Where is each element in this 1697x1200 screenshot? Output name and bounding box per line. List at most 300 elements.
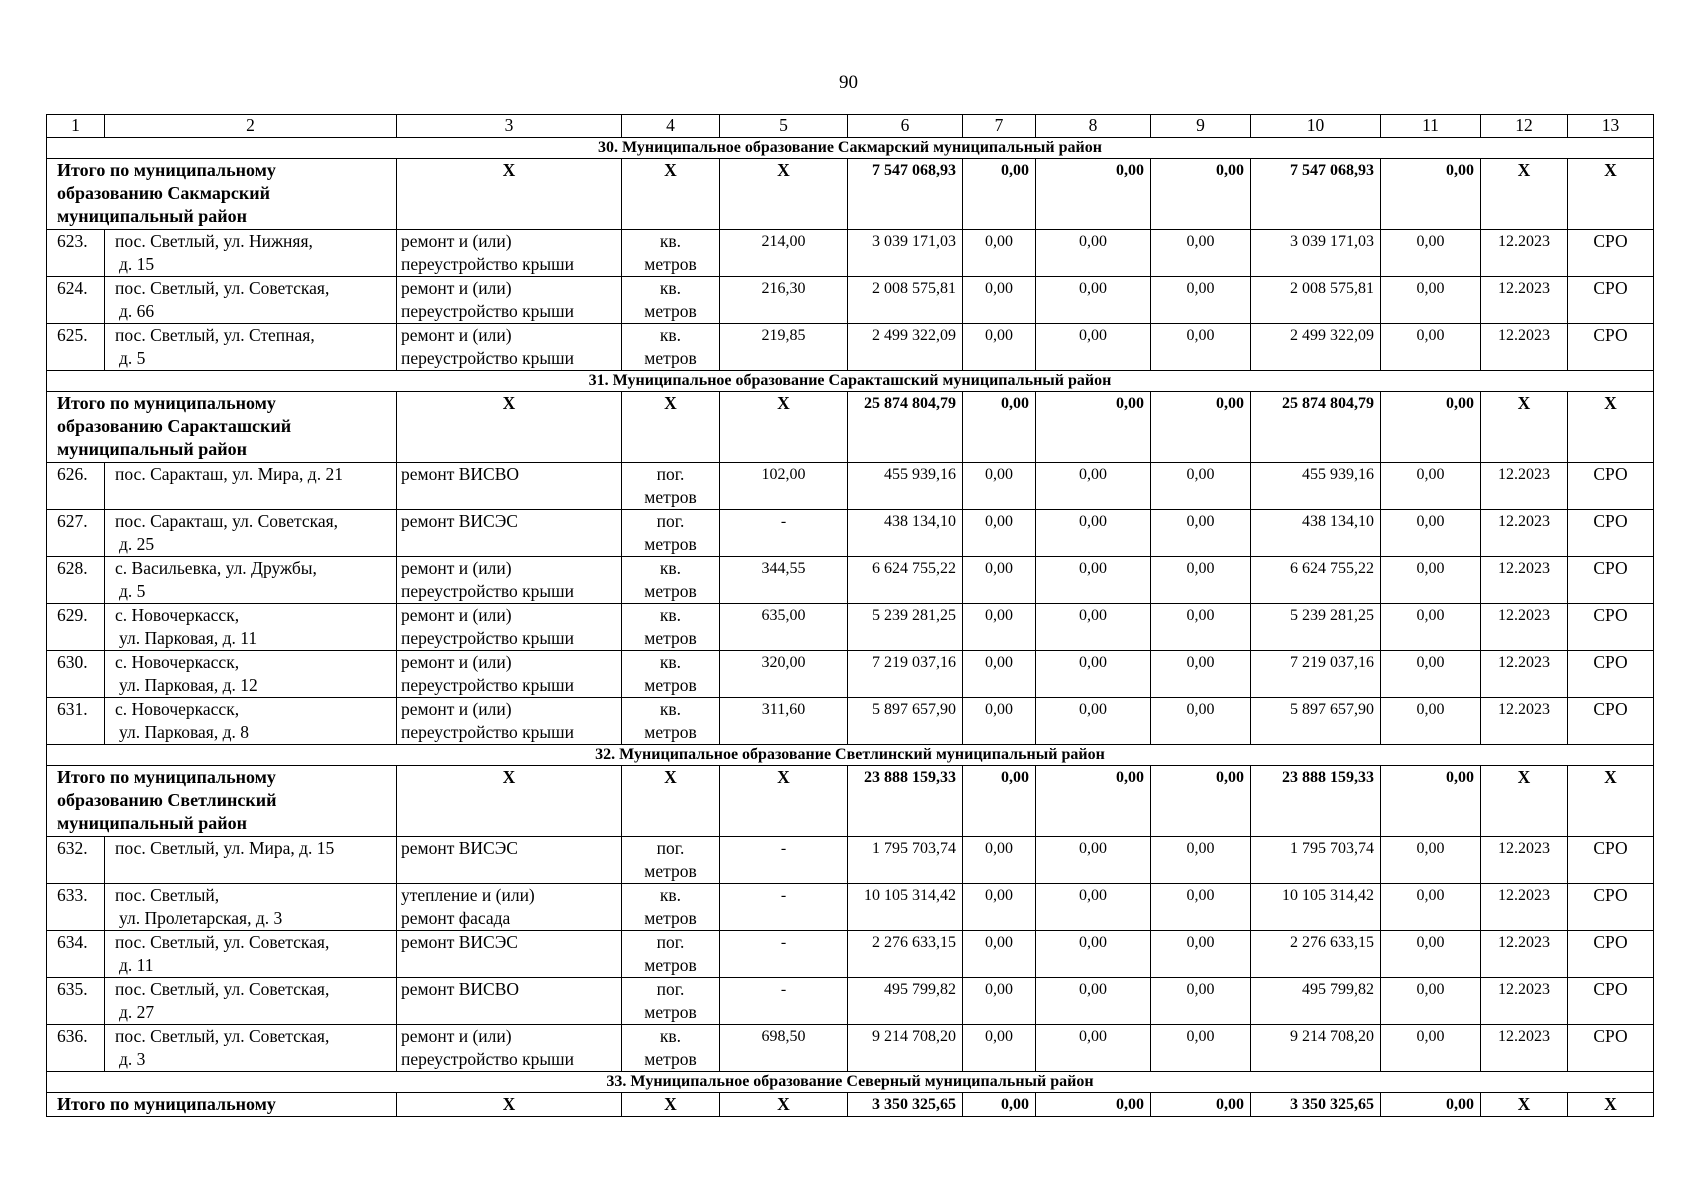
address-line: ул. Парковая, д. 12 (119, 675, 258, 695)
work-type (397, 604, 622, 651)
total-col11: 0,00 (1381, 159, 1481, 230)
col11: 0,00 (1381, 230, 1481, 277)
address (105, 978, 397, 1025)
quantity: - (720, 510, 848, 557)
work-type-line: ремонт ВИСВО (401, 979, 520, 999)
col7: 0,00 (963, 230, 1036, 277)
unit-line: кв. (659, 652, 682, 672)
total-label (47, 766, 397, 837)
col7: 0,00 (963, 324, 1036, 371)
funding-method: СРО (1568, 884, 1654, 931)
work-type (397, 557, 622, 604)
table-row (47, 230, 1654, 277)
address (105, 510, 397, 557)
col11: 0,00 (1381, 931, 1481, 978)
unit-line: метров (644, 348, 697, 368)
section-total-row (47, 159, 1654, 230)
table-row (47, 651, 1654, 698)
total-label (47, 159, 397, 230)
col10: 455 939,16 (1251, 463, 1381, 510)
work-type-line: ремонт и (или) (401, 278, 512, 298)
cost-total: 5 239 281,25 (848, 604, 963, 651)
col11: 0,00 (1381, 698, 1481, 745)
work-type (397, 463, 622, 510)
col-header: 6 (848, 115, 963, 138)
quantity: - (720, 978, 848, 1025)
cost-total: 10 105 314,42 (848, 884, 963, 931)
total-label-line: Итого по муниципальному (57, 393, 276, 413)
col11: 0,00 (1381, 1025, 1481, 1072)
unit-line: метров (644, 628, 697, 648)
work-type-line: ремонт ВИСЭС (401, 838, 518, 858)
col10: 9 214 708,20 (1251, 1025, 1381, 1072)
address-line: ул. Пролетарская, д. 3 (119, 908, 283, 928)
table-row (47, 931, 1654, 978)
unit (622, 978, 720, 1025)
col-header: 2 (105, 115, 397, 138)
completion-date: 12.2023 (1481, 604, 1568, 651)
unit (622, 604, 720, 651)
total-cost: 25 874 804,79 (848, 392, 963, 463)
address-line: д. 3 (119, 1049, 146, 1069)
completion-date: 12.2023 (1481, 510, 1568, 557)
unit-line: метров (644, 861, 697, 881)
address-line: пос. Светлый, ул. Советская, (115, 979, 330, 999)
address-line: с. Васильевка, ул. Дружбы, (115, 558, 317, 578)
work-type-line: переустройство крыши (401, 628, 574, 648)
row-number: 635. (47, 978, 105, 1025)
work-type-line: ремонт ВИСЭС (401, 511, 518, 531)
col9: 0,00 (1151, 604, 1251, 651)
address (105, 698, 397, 745)
total-col12: X (1481, 159, 1568, 230)
col9: 0,00 (1151, 837, 1251, 884)
col11: 0,00 (1381, 277, 1481, 324)
funding-method: СРО (1568, 837, 1654, 884)
work-type-line: ремонт и (или) (401, 231, 512, 251)
work-type (397, 978, 622, 1025)
col9: 0,00 (1151, 230, 1251, 277)
address (105, 230, 397, 277)
unit-line: метров (644, 1002, 697, 1022)
address-line: пос. Светлый, ул. Советская, (115, 278, 330, 298)
unit-line: метров (644, 675, 697, 695)
work-type-line: переустройство крыши (401, 301, 574, 321)
table-row (47, 884, 1654, 931)
col-header: 7 (963, 115, 1036, 138)
total-label-line: Итого по муниципальному (57, 767, 276, 787)
table-body (47, 115, 1654, 1117)
quantity: - (720, 884, 848, 931)
unit-line: кв. (659, 278, 682, 298)
unit-line: метров (644, 581, 697, 601)
section-title-row (47, 1072, 1654, 1093)
funding-method: СРО (1568, 978, 1654, 1025)
col7: 0,00 (963, 604, 1036, 651)
col8: 0,00 (1036, 604, 1151, 651)
unit (622, 557, 720, 604)
col9: 0,00 (1151, 978, 1251, 1025)
address-line: д. 5 (119, 348, 146, 368)
unit (622, 1025, 720, 1072)
funding-method: СРО (1568, 463, 1654, 510)
col9: 0,00 (1151, 884, 1251, 931)
row-number: 625. (47, 324, 105, 371)
total-col9: 0,00 (1151, 392, 1251, 463)
completion-date: 12.2023 (1481, 463, 1568, 510)
work-type (397, 324, 622, 371)
col-header: 13 (1568, 115, 1654, 138)
col8: 0,00 (1036, 557, 1151, 604)
total-col12: X (1481, 392, 1568, 463)
table-row (47, 978, 1654, 1025)
address-line: д. 15 (119, 254, 155, 274)
total-col13: X (1568, 159, 1654, 230)
table-row (47, 510, 1654, 557)
work-type-line: переустройство крыши (401, 254, 574, 274)
total-col5: X (720, 766, 848, 837)
col-header: 12 (1481, 115, 1568, 138)
total-col8: 0,00 (1036, 1093, 1151, 1117)
quantity: 216,30 (720, 277, 848, 324)
col10: 5 897 657,90 (1251, 698, 1381, 745)
work-type-line: утепление и (или) (401, 885, 535, 905)
unit (622, 510, 720, 557)
col11: 0,00 (1381, 463, 1481, 510)
section-title-row (47, 138, 1654, 159)
work-type-line: переустройство крыши (401, 581, 574, 601)
cost-total: 1 795 703,74 (848, 837, 963, 884)
cost-total: 6 624 755,22 (848, 557, 963, 604)
col11: 0,00 (1381, 884, 1481, 931)
work-type-line: ремонт ВИСЭС (401, 932, 518, 952)
unit-line: пог. (656, 979, 685, 999)
work-type (397, 230, 622, 277)
col-header: 10 (1251, 115, 1381, 138)
funding-method: СРО (1568, 698, 1654, 745)
unit-line: метров (644, 487, 697, 507)
funding-method: СРО (1568, 931, 1654, 978)
row-number: 624. (47, 277, 105, 324)
work-type-line: ремонт и (или) (401, 652, 512, 672)
completion-date: 12.2023 (1481, 837, 1568, 884)
completion-date: 12.2023 (1481, 230, 1568, 277)
col8: 0,00 (1036, 978, 1151, 1025)
total-col7: 0,00 (963, 159, 1036, 230)
row-number: 623. (47, 230, 105, 277)
total-cost: 7 547 068,93 (848, 159, 963, 230)
col-header: 11 (1381, 115, 1481, 138)
col9: 0,00 (1151, 651, 1251, 698)
completion-date: 12.2023 (1481, 884, 1568, 931)
col8: 0,00 (1036, 698, 1151, 745)
col8: 0,00 (1036, 324, 1151, 371)
address (105, 651, 397, 698)
work-type (397, 837, 622, 884)
unit-line: метров (644, 1049, 697, 1069)
unit-line: метров (644, 534, 697, 554)
address-line: с. Новочеркасск, (115, 699, 240, 719)
funding-method: СРО (1568, 651, 1654, 698)
unit-line: кв. (659, 699, 682, 719)
col11: 0,00 (1381, 510, 1481, 557)
col10: 2 276 633,15 (1251, 931, 1381, 978)
col7: 0,00 (963, 698, 1036, 745)
unit-line: метров (644, 254, 697, 274)
section-total-row (47, 392, 1654, 463)
row-number: 626. (47, 463, 105, 510)
unit (622, 463, 720, 510)
cost-total: 2 499 322,09 (848, 324, 963, 371)
col10: 6 624 755,22 (1251, 557, 1381, 604)
col8: 0,00 (1036, 931, 1151, 978)
total-label-line: образованию Саракташский (57, 416, 292, 436)
total-col7: 0,00 (963, 766, 1036, 837)
address (105, 463, 397, 510)
col11: 0,00 (1381, 557, 1481, 604)
col8: 0,00 (1036, 277, 1151, 324)
address (105, 557, 397, 604)
capital-repair-table (46, 114, 1654, 1117)
row-number: 634. (47, 931, 105, 978)
col-header: 4 (622, 115, 720, 138)
cost-total: 2 008 575,81 (848, 277, 963, 324)
address-line: пос. Светлый, ул. Советская, (115, 1026, 330, 1046)
work-type-line: ремонт фасада (401, 908, 511, 928)
col7: 0,00 (963, 931, 1036, 978)
funding-method: СРО (1568, 557, 1654, 604)
col8: 0,00 (1036, 230, 1151, 277)
address (105, 277, 397, 324)
work-type-line: ремонт и (или) (401, 325, 512, 345)
work-type-line: ремонт и (или) (401, 1026, 512, 1046)
row-number: 629. (47, 604, 105, 651)
address (105, 884, 397, 931)
total-col3: X (397, 766, 622, 837)
funding-method: СРО (1568, 604, 1654, 651)
unit-line: метров (644, 908, 697, 928)
total-label (47, 1093, 397, 1117)
total-col7: 0,00 (963, 392, 1036, 463)
address (105, 324, 397, 371)
col10: 10 105 314,42 (1251, 884, 1381, 931)
address (105, 837, 397, 884)
address-line: пос. Светлый, ул. Степная, (115, 325, 315, 345)
col9: 0,00 (1151, 463, 1251, 510)
cost-total: 2 276 633,15 (848, 931, 963, 978)
col7: 0,00 (963, 837, 1036, 884)
col10: 2 499 322,09 (1251, 324, 1381, 371)
unit (622, 277, 720, 324)
funding-method: СРО (1568, 277, 1654, 324)
col10: 495 799,82 (1251, 978, 1381, 1025)
column-number-header-row (47, 115, 1654, 138)
col8: 0,00 (1036, 510, 1151, 557)
completion-date: 12.2023 (1481, 1025, 1568, 1072)
completion-date: 12.2023 (1481, 931, 1568, 978)
total-col9: 0,00 (1151, 159, 1251, 230)
total-col3: X (397, 392, 622, 463)
address (105, 931, 397, 978)
unit-line: кв. (659, 605, 682, 625)
cost-total: 3 039 171,03 (848, 230, 963, 277)
address (105, 1025, 397, 1072)
address-line: пос. Саракташ, ул. Мира, д. 21 (115, 464, 343, 484)
col7: 0,00 (963, 463, 1036, 510)
completion-date: 12.2023 (1481, 698, 1568, 745)
total-col8: 0,00 (1036, 392, 1151, 463)
cost-total: 9 214 708,20 (848, 1025, 963, 1072)
address-line: пос. Светлый, (115, 885, 220, 905)
unit-line: кв. (659, 231, 682, 251)
col9: 0,00 (1151, 1025, 1251, 1072)
total-col4: X (622, 1093, 720, 1117)
col9: 0,00 (1151, 557, 1251, 604)
quantity: 635,00 (720, 604, 848, 651)
unit (622, 884, 720, 931)
row-number: 633. (47, 884, 105, 931)
col11: 0,00 (1381, 324, 1481, 371)
address-line: пос. Светлый, ул. Мира, д. 15 (115, 838, 335, 858)
table-row (47, 604, 1654, 651)
total-col5: X (720, 159, 848, 230)
work-type-line: переустройство крыши (401, 675, 574, 695)
total-label-line: муниципальный район (57, 813, 247, 833)
total-col13: X (1568, 766, 1654, 837)
total-label-line: муниципальный район (57, 206, 247, 226)
quantity: 344,55 (720, 557, 848, 604)
address-line: пос. Светлый, ул. Нижняя, (115, 231, 313, 251)
unit-line: метров (644, 301, 697, 321)
total-label-line: образованию Сакмарский (57, 183, 271, 203)
unit (622, 651, 720, 698)
address-line: д. 5 (119, 581, 146, 601)
work-type (397, 1025, 622, 1072)
unit-line: кв. (659, 558, 682, 578)
total-label-line: образованию Светлинский (57, 790, 277, 810)
work-type (397, 931, 622, 978)
quantity: 698,50 (720, 1025, 848, 1072)
total-col8: 0,00 (1036, 766, 1151, 837)
total-cost: 23 888 159,33 (848, 766, 963, 837)
total-label-line: Итого по муниципальному (57, 1094, 276, 1114)
row-number: 632. (47, 837, 105, 884)
total-col12: X (1481, 1093, 1568, 1117)
quantity: 320,00 (720, 651, 848, 698)
section-title: 33. Муниципальное образование Северный муниципальный район (47, 1072, 1654, 1093)
col11: 0,00 (1381, 837, 1481, 884)
total-col10: 7 547 068,93 (1251, 159, 1381, 230)
address-line: с. Новочеркасск, (115, 652, 240, 672)
table-row (47, 837, 1654, 884)
col-header: 3 (397, 115, 622, 138)
col10: 1 795 703,74 (1251, 837, 1381, 884)
unit-line: пог. (656, 932, 685, 952)
section-title: 32. Муниципальное образование Светлинский муниципальный район (47, 745, 1654, 766)
funding-method: СРО (1568, 510, 1654, 557)
total-col5: X (720, 392, 848, 463)
section-total-row (47, 766, 1654, 837)
total-col11: 0,00 (1381, 1093, 1481, 1117)
unit (622, 324, 720, 371)
completion-date: 12.2023 (1481, 557, 1568, 604)
total-col4: X (622, 159, 720, 230)
address-line: д. 11 (119, 955, 154, 975)
total-col10: 23 888 159,33 (1251, 766, 1381, 837)
page-number: 90 (839, 72, 858, 93)
total-col4: X (622, 392, 720, 463)
address-line: с. Новочеркасск, (115, 605, 240, 625)
section-title: 30. Муниципальное образование Сакмарский муниципальный район (47, 138, 1654, 159)
work-type (397, 698, 622, 745)
completion-date: 12.2023 (1481, 978, 1568, 1025)
col10: 3 039 171,03 (1251, 230, 1381, 277)
unit (622, 230, 720, 277)
section-title-row (47, 745, 1654, 766)
table-row (47, 324, 1654, 371)
cost-total: 495 799,82 (848, 978, 963, 1025)
unit (622, 931, 720, 978)
address-line: д. 66 (119, 301, 155, 321)
col7: 0,00 (963, 978, 1036, 1025)
total-col9: 0,00 (1151, 766, 1251, 837)
unit (622, 837, 720, 884)
col7: 0,00 (963, 557, 1036, 604)
quantity: - (720, 931, 848, 978)
table-row (47, 277, 1654, 324)
total-label (47, 392, 397, 463)
work-type (397, 884, 622, 931)
table-row (47, 698, 1654, 745)
col-header: 9 (1151, 115, 1251, 138)
row-number: 628. (47, 557, 105, 604)
col10: 2 008 575,81 (1251, 277, 1381, 324)
col9: 0,00 (1151, 698, 1251, 745)
cost-total: 438 134,10 (848, 510, 963, 557)
cost-total: 7 219 037,16 (848, 651, 963, 698)
total-col8: 0,00 (1036, 159, 1151, 230)
row-number: 627. (47, 510, 105, 557)
quantity: - (720, 837, 848, 884)
total-col13: X (1568, 392, 1654, 463)
col9: 0,00 (1151, 277, 1251, 324)
work-type-line: переустройство крыши (401, 348, 574, 368)
total-col9: 0,00 (1151, 1093, 1251, 1117)
col7: 0,00 (963, 510, 1036, 557)
total-label-line: Итого по муниципальному (57, 160, 276, 180)
row-number: 636. (47, 1025, 105, 1072)
total-col10: 25 874 804,79 (1251, 392, 1381, 463)
col9: 0,00 (1151, 931, 1251, 978)
work-type-line: ремонт и (или) (401, 605, 512, 625)
col8: 0,00 (1036, 651, 1151, 698)
cost-total: 5 897 657,90 (848, 698, 963, 745)
col11: 0,00 (1381, 978, 1481, 1025)
unit-line: пог. (656, 511, 685, 531)
completion-date: 12.2023 (1481, 277, 1568, 324)
col8: 0,00 (1036, 1025, 1151, 1072)
total-col4: X (622, 766, 720, 837)
col-header: 5 (720, 115, 848, 138)
total-col13: X (1568, 1093, 1654, 1117)
col8: 0,00 (1036, 837, 1151, 884)
total-col3: X (397, 159, 622, 230)
col10: 7 219 037,16 (1251, 651, 1381, 698)
funding-method: СРО (1568, 230, 1654, 277)
total-cost: 3 350 325,65 (848, 1093, 963, 1117)
address (105, 604, 397, 651)
quantity: 214,00 (720, 230, 848, 277)
